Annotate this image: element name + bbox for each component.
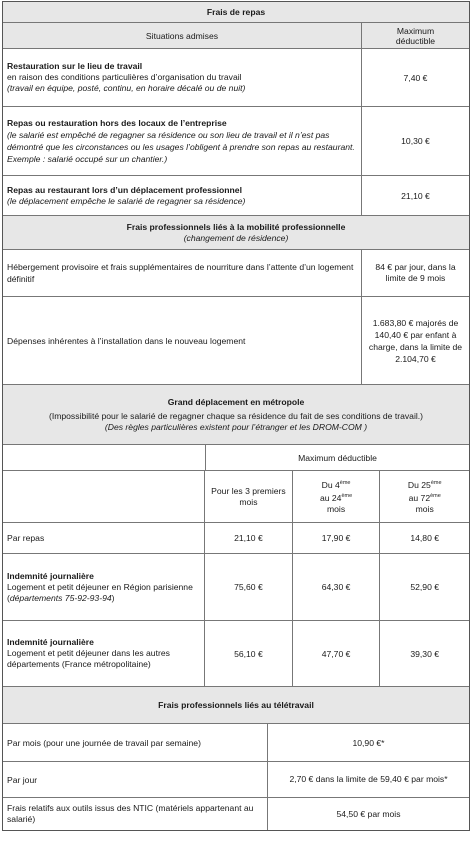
amount: 10,30 € <box>361 107 469 175</box>
section-header-mobilite <box>3 215 469 249</box>
section-title: Frais de repas <box>3 2 469 22</box>
row-label: Dépenses inhérentes à l’installation dans le nouveau logement <box>7 335 246 346</box>
amount: 52,90 € <box>379 554 469 620</box>
table-row <box>3 175 469 215</box>
row-title: Restauration sur le lieu de travail <box>7 61 143 71</box>
table-row <box>3 723 469 761</box>
row-note: (le salarié est empêché de regagner sa résidence ou son lieu de travail et il n’est pas démontré que les circonstances ou les usages l’obligent à prendre son repas au restaurant. Exemple : salarié occupé sur un chantier.) <box>7 129 355 164</box>
expenses-table <box>2 1 470 831</box>
row-label: Hébergement provisoire et frais supplémentaires de nourriture dans l’attente d’un logement définitif <box>7 262 354 284</box>
section-header-teletravail <box>3 686 469 723</box>
amount: 7,40 € <box>361 49 469 106</box>
col-period-2: Du 4ème au 24ème mois <box>292 471 380 522</box>
table-row <box>3 797 469 830</box>
col-max: Maximum déductible <box>205 445 469 470</box>
section-note: (Impossibilité pour le salarié de regagner chaque sa résidence du fait de ses conditions de travail.) <box>48 410 424 421</box>
row-title: Indemnité journalière <box>7 637 94 647</box>
row-text: Logement et petit déjeuner dans les autres départements (France métropolitaine) <box>7 648 170 669</box>
table-row <box>3 761 469 797</box>
amount: 2,70 € dans la limite de 59,40 € par mois* <box>267 762 469 797</box>
col-situations: Situations admises <box>3 23 361 48</box>
amount: 47,70 € <box>292 621 380 686</box>
table-row <box>3 106 469 175</box>
column-headers <box>3 22 469 48</box>
amount: 64,30 € <box>292 554 380 620</box>
section-subtitle: (changement de résidence) <box>183 232 289 243</box>
section-note: (Des règles particulières existent pour l’étranger et les DROM-COM ) <box>104 421 368 432</box>
row-label: Par jour <box>7 774 38 785</box>
row-note: (le déplacement empêche le salarié de regagner sa résidence) <box>7 195 246 206</box>
table-row <box>3 296 469 384</box>
row-label: Par mois (pour une journée de travail par semaine) <box>7 737 201 748</box>
section-title: Frais professionnels liés au télétravail <box>3 687 469 723</box>
row-label: Par repas <box>7 533 45 543</box>
amount: 17,90 € <box>292 523 380 553</box>
amount: 14,80 € <box>379 523 469 553</box>
row-text: en raison des conditions particulières d’organisation du travail <box>7 72 242 82</box>
table-row <box>3 553 469 620</box>
amount: 84 € par jour, dans la limite de 9 mois <box>361 250 469 296</box>
section-header-deplacement <box>3 384 469 444</box>
amount: 54,50 € par mois <box>267 798 469 830</box>
amount: 21,10 € <box>361 176 469 215</box>
row-text: Logement et petit déjeuner en Région parisienne (départements 75-92-93-94) <box>7 581 193 603</box>
amount: 10,90 €* <box>267 724 469 761</box>
period-header-row <box>3 470 469 522</box>
amount: 1.683,80 € majorés de 140,40 € par enfant à charge, dans la limite de 2.104,70 € <box>361 297 469 384</box>
section-title: Frais professionnels liés à la mobilité professionnelle <box>126 221 346 232</box>
table-row <box>3 522 469 553</box>
section-header-repas <box>3 2 469 22</box>
row-label: Frais relatifs aux outils issus des NTIC (matériels appartenant au salarié) <box>7 803 254 824</box>
section-title: Grand déplacement en métropole <box>167 396 305 407</box>
amount: 75,60 € <box>204 554 292 620</box>
row-title: Indemnité journalière <box>7 570 94 581</box>
col-max: Maximum déductible <box>361 23 469 48</box>
table-row <box>3 48 469 106</box>
column-header-row <box>3 444 469 470</box>
table-row <box>3 249 469 296</box>
amount: 56,10 € <box>204 621 292 686</box>
amount: 39,30 € <box>379 621 469 686</box>
amount: 21,10 € <box>204 523 292 553</box>
row-title: Repas ou restauration hors des locaux de l’entreprise <box>7 117 227 128</box>
table-row <box>3 620 469 686</box>
row-title: Repas au restaurant lors d’un déplacement professionnel <box>7 184 242 195</box>
col-period-1: Pour les 3 premiers mois <box>204 471 292 522</box>
row-note: (travail en équipe, posté, continu, en horaire décalé ou de nuit) <box>7 83 246 93</box>
col-period-3: Du 25ème au 72ème mois <box>379 471 469 522</box>
